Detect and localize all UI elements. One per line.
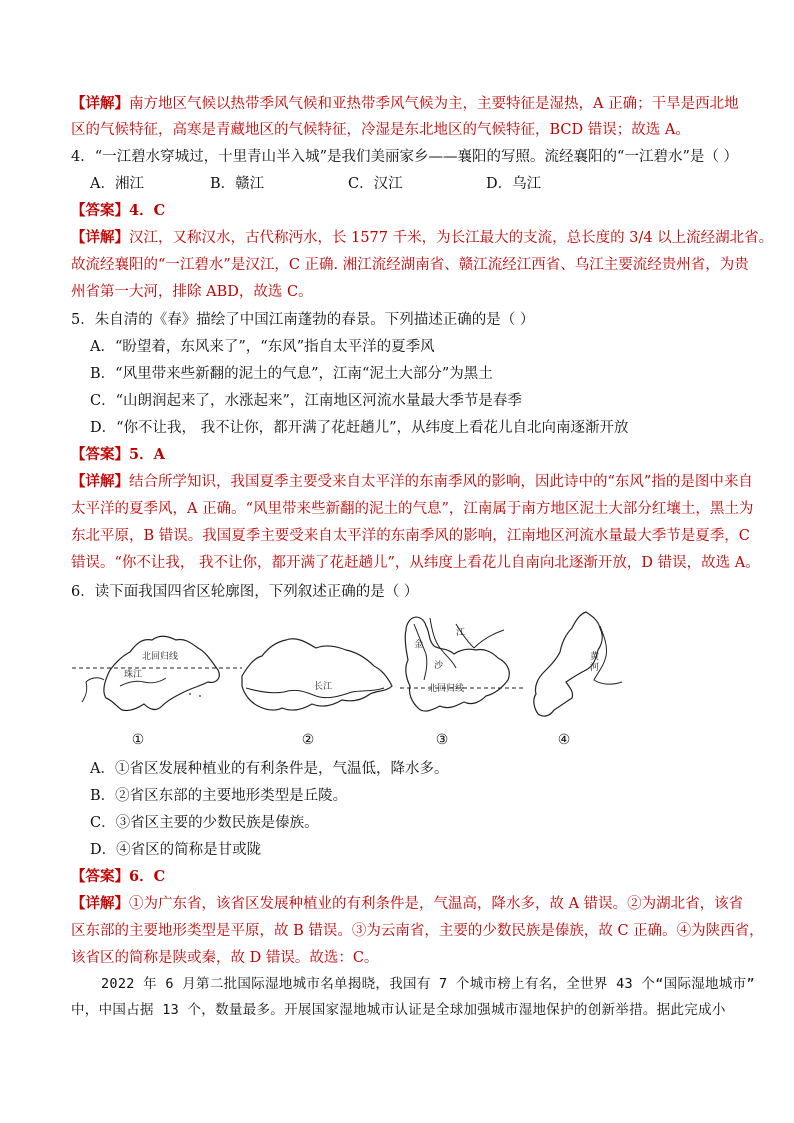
map3-jin-label: 金 bbox=[414, 640, 424, 650]
q5-option-a: A．“盼望着，东风来了”，“东风”指自太平洋的夏季风 bbox=[90, 339, 435, 355]
q4-detail-line-2: 故流经襄阳的“一江碧水”是汉江，C 正确. 湘江流经湖南省、赣江流经江西省、乌江主要流经贵州省，为贵 bbox=[71, 257, 749, 273]
q5-detail-line-2: 太平洋的夏季风，A 正确。“风里带来些新翻的泥土的气息”，江南属于南方地区泥土大部分红壤土，黑土为 bbox=[71, 501, 754, 517]
q3-detail-line-1: 【详解】南方地区气候以热带季风气候和亚热带季风气候为主，主要特征是湿热，A 正确；干旱是西北地 bbox=[71, 95, 739, 112]
q4-option-a: A．湘江 bbox=[90, 176, 144, 192]
map-guangdong bbox=[72, 622, 242, 722]
q5-option-c: C．“山朗润起来了，水涨起来”，江南地区河流水量最大季节是春季 bbox=[90, 393, 522, 409]
q5-option-d: D．“你不让我， 我不让你，都开满了花赶趟儿”，从纬度上看花儿自北向南逐渐开放 bbox=[90, 420, 629, 436]
map-number-4: ④ bbox=[557, 732, 571, 748]
map-hubei bbox=[236, 630, 396, 720]
q5-option-b: B．“风里带来些新翻的泥土的气息”，江南“泥土大部分”为黑土 bbox=[90, 366, 493, 382]
q5-stem: 5．朱自清的《春》描绘了中国江南蓬勃的春景。下列描述正确的是（ ） bbox=[71, 312, 535, 328]
q6-answer: 【答案】6．C bbox=[71, 868, 166, 885]
q4-detail-line-1: 【详解】汉江，又称汉水，古代称沔水，长 1577 千米，为长江最大的支流，总长度的 3/4 以上流经湖北省。 bbox=[71, 229, 774, 246]
q5-detail-line-4: 错误。“你不让我， 我不让你，都开满了花赶趟儿”，从纬度上看花儿自南向北逐渐开放，D 错误，故选 A。 bbox=[71, 555, 760, 571]
q5-detail-line-3: 东北平原，B 错误。我国夏季主要受来自太平洋的东南季风的影响，江南地区河流水量最大季节是夏季，C bbox=[71, 528, 750, 544]
q5-answer: 【答案】5．A bbox=[71, 446, 165, 463]
q6-option-a: A．①省区发展种植业的有利条件是，气温低，降水多。 bbox=[90, 761, 449, 777]
q6-detail-line-2: 区东部的主要地形类型是平原，故 B 错误。③为云南省，主要的少数民族是傣族，故 C 正确。④为陕西省， bbox=[71, 923, 764, 939]
q4-stem: 4．“一江碧水穿城过，十里青山半入城”是我们美丽家乡——襄阳的写照。流经襄阳的“一江碧水”是（ ） bbox=[71, 149, 738, 165]
map1-tropic-label: 北回归线 bbox=[142, 652, 179, 662]
q6-stem: 6．读下面我国四省区轮廓图，下列叙述正确的是（ ） bbox=[71, 584, 419, 600]
q5-detail-line-1: 【详解】结合所学知识，我国夏季主要受来自太平洋的东南季风的影响，因此诗中的“东风”指的是图中来自 bbox=[71, 473, 753, 490]
q4-detail-line-3: 州省第一大河，排除 ABD，故选 C。 bbox=[71, 284, 313, 300]
map3-tropic-label: 北回归线 bbox=[428, 684, 465, 694]
map-number-2: ② bbox=[301, 732, 315, 748]
q4-answer: 【答案】4．C bbox=[71, 202, 166, 219]
q4-option-c: C．汉江 bbox=[348, 176, 403, 192]
map1-river-label: 珠江 bbox=[124, 670, 143, 680]
map-number-1: ① bbox=[131, 732, 145, 748]
q4-option-b: B．赣江 bbox=[210, 176, 265, 192]
material-line-1: 2022 年 6 月第二批国际湿地城市名单揭晓，我国有 7 个城市榜上有名，全世界 43 个“国际湿地城市” bbox=[101, 976, 755, 992]
map3-sha-label: 沙 bbox=[434, 661, 444, 671]
map4-river-label: 黄河 bbox=[590, 652, 600, 673]
q3-detail-line-2: 区的气候特征，高寒是青藏地区的气候特征，冷湿是东北地区的气候特征，BCD 错误；故选 A。 bbox=[71, 122, 690, 138]
map-number-3: ③ bbox=[435, 732, 449, 748]
map-shaanxi bbox=[526, 606, 636, 730]
q4-option-d: D．乌江 bbox=[486, 176, 542, 192]
material-line-2: 中，中国占据 13 个，数量最多。开展国家湿地城市认证是全球加强城市湿地保护的创新举措。据此完成小 bbox=[71, 1002, 726, 1018]
q6-option-b: B．②省区东部的主要地形类型是丘陵。 bbox=[90, 788, 348, 804]
q6-detail-line-1: 【详解】①为广东省，该省区发展种植业的有利条件是，气温高，降水多，故 A 错误。②为湖北省，该省 bbox=[71, 895, 744, 912]
map3-jiang-label: 江 bbox=[456, 628, 466, 638]
map2-river-label: 长江 bbox=[314, 682, 333, 692]
detail-tag: 【详解】 bbox=[71, 95, 129, 112]
q6-detail-line-3: 该省区的简称是陕或秦，故 D 错误。故选：C。 bbox=[71, 950, 379, 966]
q6-option-c: C．③省区主要的少数民族是傣族。 bbox=[90, 815, 319, 831]
q6-option-d: D．④省区的简称是甘或陇 bbox=[90, 842, 262, 858]
